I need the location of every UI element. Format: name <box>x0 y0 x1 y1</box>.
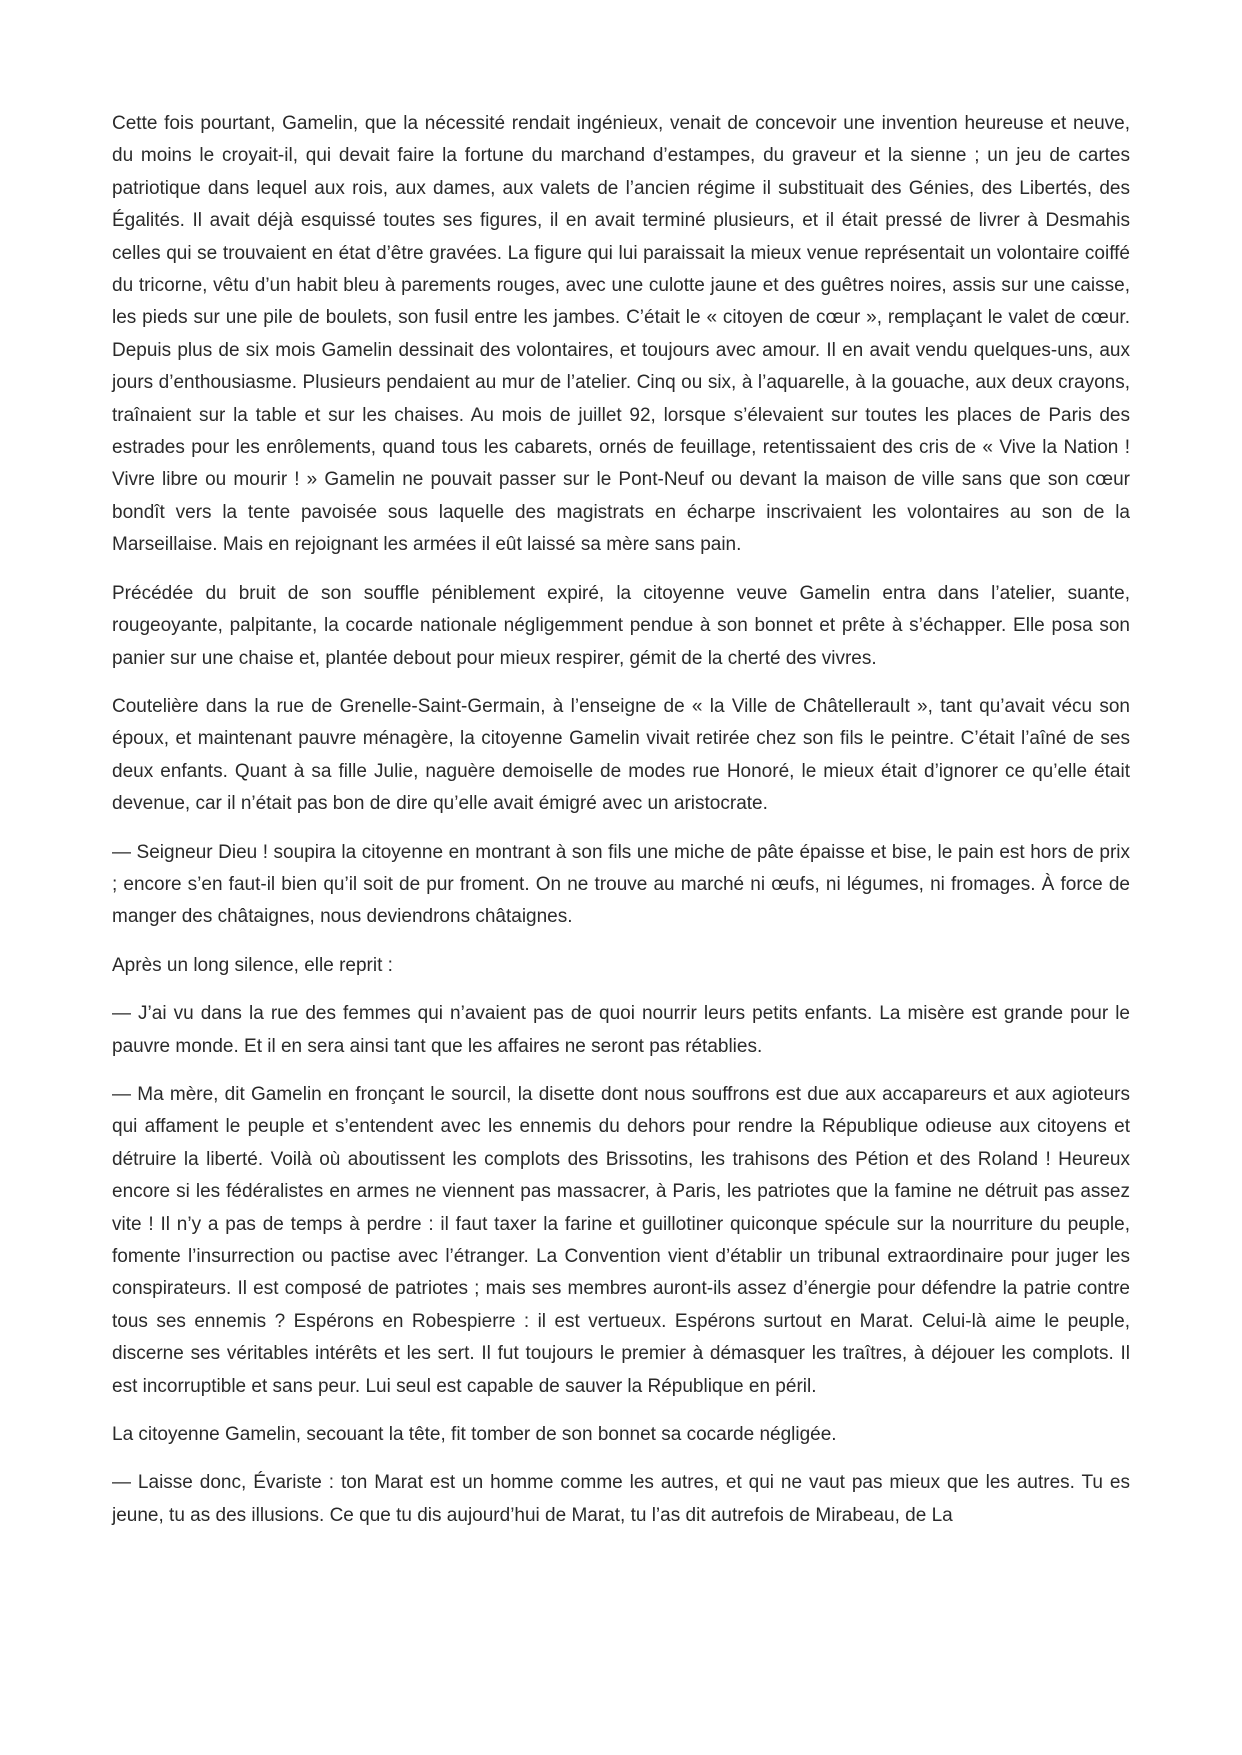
paragraph-6: — J’ai vu dans la rue des femmes qui n’avaient pas de quoi nourrir leurs petits enfants. La misère est grande pour le pauvre monde. Et il en sera ainsi tant que les affaires ne seront pas rétablies. <box>112 1003 1130 1057</box>
paragraph-1: Cette fois pourtant, Gamelin, que la nécessité rendait ingénieux, venait de concevoir une invention heureuse et neuve, du moins le croyait-il, qui devait faire la fortune du marchand d’estampes, du graveur et la sienne ; un jeu de cartes patriotique dans lequel aux rois, aux dames, aux valets de l’ancien régime il substituait des Génies, des Libertés, des Égalités. Il avait déjà esquissé toutes ses figures, il en avait terminé plusieurs, et il était pressé de livrer à Desmahis celles qui se trouvaient en état d’être gravées. La figure qui lui paraissait la mieux venue représentait un volontaire coiffé du tricorne, vêtu d’un habit bleu à parements rouges, avec une culotte jaune et des guêtres noires, assis sur une caisse, les pieds sur une pile de boulets, son fusil entre les jambes. C’était le « citoyen de cœur », remplaçant le valet de cœur. Depuis plus de six mois Gamelin dessinait des volontaires, et toujours avec amour. Il en avait vendu quelques-uns, aux jours d’enthousiasme. Plusieurs pendaient au mur de l’atelier. Cinq ou six, à l’aquarelle, à la gouache, aux deux crayons, traînaient sur la table et sur les chaises. Au mois de juillet 92, lorsque s’élevaient sur toutes les places de Paris des estrades pour les enrôlements, quand tous les cabarets, ornés de feuillage, retentissaient des cris de « Vive la Nation ! Vivre libre ou mourir ! » Gamelin ne pouvait passer sur le Pont-Neuf ou devant la maison de ville sans que son cœur bondît vers la tente pavoisée sous laquelle des magistrats en écharpe inscrivaient les volontaires au son de la Marseillaise. Mais en rejoignant les armées il eût laissé sa mère sans pain. <box>112 113 1130 556</box>
paragraph-7: — Ma mère, dit Gamelin en fronçant le sourcil, la disette dont nous souffrons est due aux accapareurs et aux agioteurs qui affament le peuple et s’entendent avec les ennemis du dehors pour rendre la République odieuse aux citoyens et détruire la liberté. Voilà où aboutissent les complots des Brissotins, les trahisons des Pétion et des Roland ! Heureux encore si les fédéralistes en armes ne viennent pas massacrer, à Paris, les patriotes que la famine ne détruit pas assez vite ! Il n’y a pas de temps à perdre : il faut taxer la farine et guillotiner quiconque spécule sur la nourriture du peuple, fomente l’insurrection ou pactise avec l’étranger. La Convention vient d’établir un tribunal extraordinaire pour juger les conspirateurs. Il est composé de patriotes ; mais ses membres auront-ils assez d’énergie pour défendre la patrie contre tous ses ennemis ? Espérons en Robespierre : il est vertueux. Espérons surtout en Marat. Celui-là aime le peuple, discerne ses véritables intérêts et les sert. Il fut toujours le premier à démasquer les traîtres, à déjouer les complots. Il est incorruptible et sans peur. Lui seul est capable de sauver la République en péril. <box>112 1083 1130 1397</box>
paragraph-4: — Seigneur Dieu ! soupira la citoyenne en montrant à son fils une miche de pâte épaisse et bise, le pain est hors de prix ; encore s’en faut-il bien qu’il soit de pur froment. On ne trouve au marché ni œufs, ni légumes, ni fromages. À force de manger des châtaignes, nous deviendrons châtaignes. <box>112 841 1130 928</box>
paragraph-5: Après un long silence, elle reprit : <box>112 954 393 976</box>
paragraph-8: La citoyenne Gamelin, secouant la tête, fit tomber de son bonnet sa cocarde négligée. <box>112 1424 837 1446</box>
paragraph-2: Précédée du bruit de son souffle péniblement expiré, la citoyenne veuve Gamelin entra dans l’atelier, suante, rougeoyante, palpitante, la cocarde nationale négligemment pendue à son bonnet et prête à s’échapper. Elle posa son panier sur une chaise et, plantée debout pour mieux respirer, gémit de la cherté des vivres. <box>112 582 1130 669</box>
paragraph-9: — Laisse donc, Évariste : ton Marat est un homme comme les autres, et qui ne vaut pas mieux que les autres. Tu es jeune, tu as des illusions. Ce que tu dis aujourd’hui de Marat, tu l’as dit autrefois de Mirabeau, de La <box>112 1472 1130 1526</box>
document-page <box>112 108 1130 1548</box>
paragraph-3: Coutelière dans la rue de Grenelle-Saint-Germain, à l’enseigne de « la Ville de Châtellerault », tant qu’avait vécu son époux, et maintenant pauvre ménagère, la citoyenne Gamelin vivait retirée chez son fils le peintre. C’était l’aîné de ses deux enfants. Quant à sa fille Julie, naguère demoiselle de modes rue Honoré, le mieux était d’ignorer ce qu’elle était devenue, car il n’était pas bon de dire qu’elle avait émigré avec un aristocrate. <box>112 695 1130 815</box>
